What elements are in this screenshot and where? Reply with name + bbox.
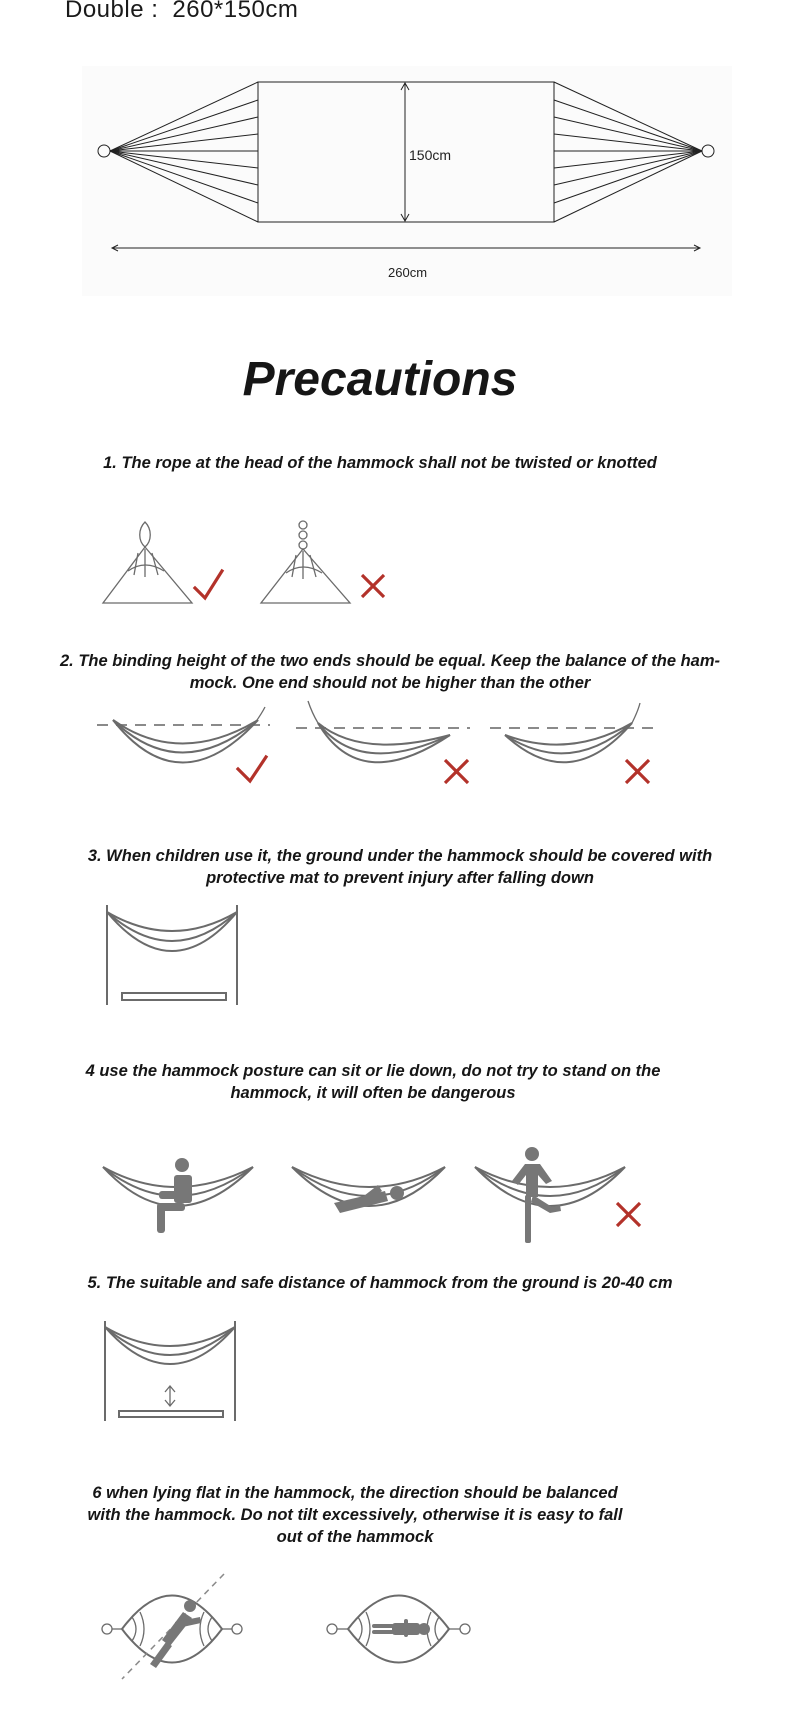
step-2-illustration xyxy=(0,695,790,795)
step-4-line-2: hammock, it will often be dangerous xyxy=(230,1084,516,1102)
step-3-illustration xyxy=(0,900,790,1020)
step-5-illustration xyxy=(0,1315,790,1435)
step-6-line-2: with the hammock. Do not tilt excessively, otherwise it is easy to fall xyxy=(87,1506,623,1524)
unbalanced-right-high-icon xyxy=(490,703,655,762)
cross-icon xyxy=(617,1203,640,1226)
step-3-line-2: protective mat to prevent injury after falling down xyxy=(206,869,594,887)
step-6-illustration xyxy=(0,1572,790,1692)
cross-icon xyxy=(445,760,468,783)
lying-posture-icon xyxy=(292,1167,445,1213)
balanced-lying-icon xyxy=(327,1596,470,1663)
step-2-text xyxy=(0,650,780,694)
hammock-dimension-diagram xyxy=(0,0,790,300)
knotted-rope-icon xyxy=(261,521,350,603)
check-icon xyxy=(195,571,222,598)
step-6-line-1: 6 when lying flat in the hammock, the direction should be balanced xyxy=(92,1484,618,1502)
step-2-line-2: mock. One end should not be higher than the other xyxy=(189,674,591,692)
protective-mat xyxy=(122,993,226,1000)
step-5-text xyxy=(0,1272,760,1294)
step-6-line-3: out of the hammock xyxy=(276,1528,434,1546)
height-label: 150cm xyxy=(409,147,452,163)
step-4-text xyxy=(0,1060,746,1104)
step-3-line-1: 3. When children use it, the ground under the hammock should be covered with xyxy=(87,847,713,865)
correct-rope-icon xyxy=(103,522,192,603)
width-label: 260cm xyxy=(388,265,428,280)
step-4-line-1: 4 use the hammock posture can sit or lie down, do not try to stand on the xyxy=(85,1062,661,1080)
standing-posture-icon xyxy=(475,1147,625,1243)
ground-mat xyxy=(119,1411,223,1417)
step-2-line-1: 2. The binding height of the two ends should be equal. Keep the balance of the ham- xyxy=(59,652,721,670)
check-icon xyxy=(238,757,266,781)
step-1-text xyxy=(0,452,760,474)
cross-icon xyxy=(626,760,649,783)
step-1-line: 1. The rope at the head of the hammock shall not be twisted or knotted xyxy=(103,454,657,472)
step-6-text xyxy=(0,1482,710,1548)
cross-icon xyxy=(362,575,384,597)
distance-arrow-icon xyxy=(165,1386,175,1406)
step-4-illustration xyxy=(0,1135,790,1245)
size-value: 260*150cm xyxy=(172,0,299,23)
step-5-line: 5. The suitable and safe distance of hammock from the ground is 20-40 cm xyxy=(87,1274,673,1292)
step-1-illustration xyxy=(0,515,790,635)
page-title: Precautions xyxy=(242,353,518,406)
sitting-posture-icon xyxy=(103,1158,253,1233)
step-3-text xyxy=(0,845,790,889)
tilted-lying-icon xyxy=(102,1574,242,1679)
size-label: Double : xyxy=(65,0,159,23)
diagram-background xyxy=(82,66,732,296)
balanced-hammock-icon xyxy=(97,707,270,763)
unbalanced-left-high-icon xyxy=(296,701,470,762)
